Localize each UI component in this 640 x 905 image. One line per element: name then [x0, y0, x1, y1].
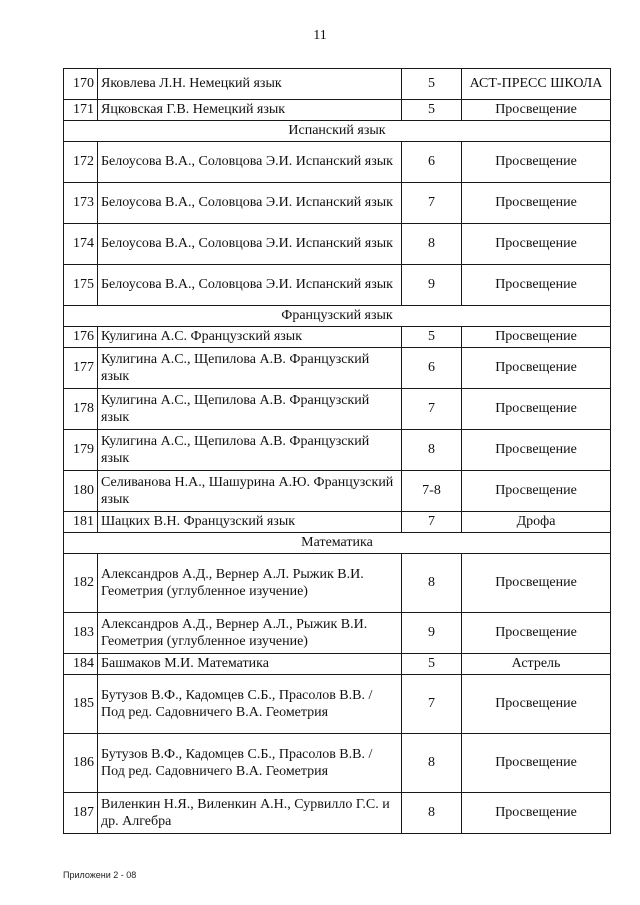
section-title: Математика	[64, 533, 611, 554]
table-row	[64, 265, 611, 306]
table-row	[64, 554, 611, 613]
author-title-cell: Александров А.Д., Вернер А.Л., Рыжик В.И. Геометрия (углубленное изучение)	[98, 613, 402, 654]
publisher-cell: Просвещение	[462, 613, 611, 654]
publisher-cell: Просвещение	[462, 554, 611, 613]
author-title-cell: Бутузов В.Ф., Кадомцев С.Б., Прасолов В.В. / Под ред. Садовничего В.А. Геометрия	[98, 675, 402, 734]
row-number: 179	[64, 430, 98, 471]
row-number: 171	[64, 100, 98, 121]
table-row	[64, 69, 611, 100]
row-number: 183	[64, 613, 98, 654]
grade-cell: 5	[402, 654, 462, 675]
author-title-cell: Александров А.Д., Вернер А.Л. Рыжик В.И. Геометрия (углубленное изучение)	[98, 554, 402, 613]
grade-cell: 5	[402, 327, 462, 348]
row-number: 185	[64, 675, 98, 734]
page-number: 11	[313, 28, 327, 43]
row-number: 172	[64, 142, 98, 183]
table-row	[64, 654, 611, 675]
grade-cell: 8	[402, 224, 462, 265]
author-title-cell: Шацких В.Н. Французский язык	[98, 512, 402, 533]
author-title-cell: Белоусова В.А., Соловцова Э.И. Испанский язык	[98, 183, 402, 224]
table-row	[64, 793, 611, 834]
author-title-cell: Яковлева Л.Н. Немецкий язык	[98, 69, 402, 100]
author-title-cell: Белоусова В.А., Соловцова Э.И. Испанский язык	[98, 224, 402, 265]
grade-cell: 6	[402, 348, 462, 389]
row-number: 175	[64, 265, 98, 306]
row-number: 170	[64, 69, 98, 100]
author-title-cell: Яцковская Г.В. Немецкий язык	[98, 100, 402, 121]
publisher-cell: Просвещение	[462, 327, 611, 348]
section-title: Испанский язык	[64, 121, 611, 142]
author-title-cell: Бутузов В.Ф., Кадомцев С.Б., Прасолов В.В. / Под ред. Садовничего В.А. Геометрия	[98, 734, 402, 793]
table-row	[64, 224, 611, 265]
table-row	[64, 142, 611, 183]
section-header-row	[64, 121, 611, 142]
page-footer: Приложени 2 - 08	[63, 870, 137, 880]
row-number: 187	[64, 793, 98, 834]
row-number: 173	[64, 183, 98, 224]
grade-cell: 7	[402, 512, 462, 533]
table-row	[64, 430, 611, 471]
row-number: 174	[64, 224, 98, 265]
publisher-cell: Просвещение	[462, 224, 611, 265]
author-title-cell: Кулигина А.С., Щепилова А.В. Французский язык	[98, 348, 402, 389]
publisher-cell: Просвещение	[462, 734, 611, 793]
grade-cell: 8	[402, 793, 462, 834]
author-title-cell: Башмаков М.И. Математика	[98, 654, 402, 675]
publisher-cell: Просвещение	[462, 142, 611, 183]
publisher-cell: Просвещение	[462, 348, 611, 389]
grade-cell: 7	[402, 675, 462, 734]
table-row	[64, 471, 611, 512]
grade-cell: 6	[402, 142, 462, 183]
publisher-cell: Астрель	[462, 654, 611, 675]
author-title-cell: Кулигина А.С. Французский язык	[98, 327, 402, 348]
section-header-row	[64, 533, 611, 554]
grade-cell: 5	[402, 100, 462, 121]
publisher-cell: Просвещение	[462, 183, 611, 224]
grade-cell: 9	[402, 613, 462, 654]
table-row	[64, 327, 611, 348]
section-header-row	[64, 306, 611, 327]
table-row	[64, 512, 611, 533]
row-number: 184	[64, 654, 98, 675]
publisher-cell: Просвещение	[462, 471, 611, 512]
row-number: 176	[64, 327, 98, 348]
row-number: 178	[64, 389, 98, 430]
row-number: 180	[64, 471, 98, 512]
table-row	[64, 348, 611, 389]
author-title-cell: Виленкин Н.Я., Виленкин А.Н., Сурвилло Г.С. и др. Алгебра	[98, 793, 402, 834]
grade-cell: 8	[402, 734, 462, 793]
row-number: 177	[64, 348, 98, 389]
publisher-cell: Просвещение	[462, 675, 611, 734]
table-row	[64, 613, 611, 654]
publisher-cell: Просвещение	[462, 430, 611, 471]
author-title-cell: Белоусова В.А., Соловцова Э.И. Испанский язык	[98, 142, 402, 183]
publisher-cell: Дрофа	[462, 512, 611, 533]
section-title: Французский язык	[64, 306, 611, 327]
row-number: 186	[64, 734, 98, 793]
table-row	[64, 183, 611, 224]
author-title-cell: Кулигина А.С., Щепилова А.В. Французский язык	[98, 430, 402, 471]
row-number: 181	[64, 512, 98, 533]
publisher-cell: Просвещение	[462, 793, 611, 834]
table-row	[64, 389, 611, 430]
table-row	[64, 100, 611, 121]
row-number: 182	[64, 554, 98, 613]
author-title-cell: Селиванова Н.А., Шашурина А.Ю. Французский язык	[98, 471, 402, 512]
table-row	[64, 675, 611, 734]
publisher-cell: Просвещение	[462, 389, 611, 430]
author-title-cell: Белоусова В.А., Соловцова Э.И. Испанский язык	[98, 265, 402, 306]
grade-cell: 8	[402, 430, 462, 471]
publisher-cell: АСТ-ПРЕСС ШКОЛА	[462, 69, 611, 100]
textbook-table	[63, 68, 611, 834]
grade-cell: 9	[402, 265, 462, 306]
grade-cell: 7-8	[402, 471, 462, 512]
grade-cell: 8	[402, 554, 462, 613]
author-title-cell: Кулигина А.С., Щепилова А.В. Французский язык	[98, 389, 402, 430]
publisher-cell: Просвещение	[462, 265, 611, 306]
table-row	[64, 734, 611, 793]
textbook-table-body	[64, 69, 611, 834]
publisher-cell: Просвещение	[462, 100, 611, 121]
grade-cell: 5	[402, 69, 462, 100]
grade-cell: 7	[402, 183, 462, 224]
grade-cell: 7	[402, 389, 462, 430]
